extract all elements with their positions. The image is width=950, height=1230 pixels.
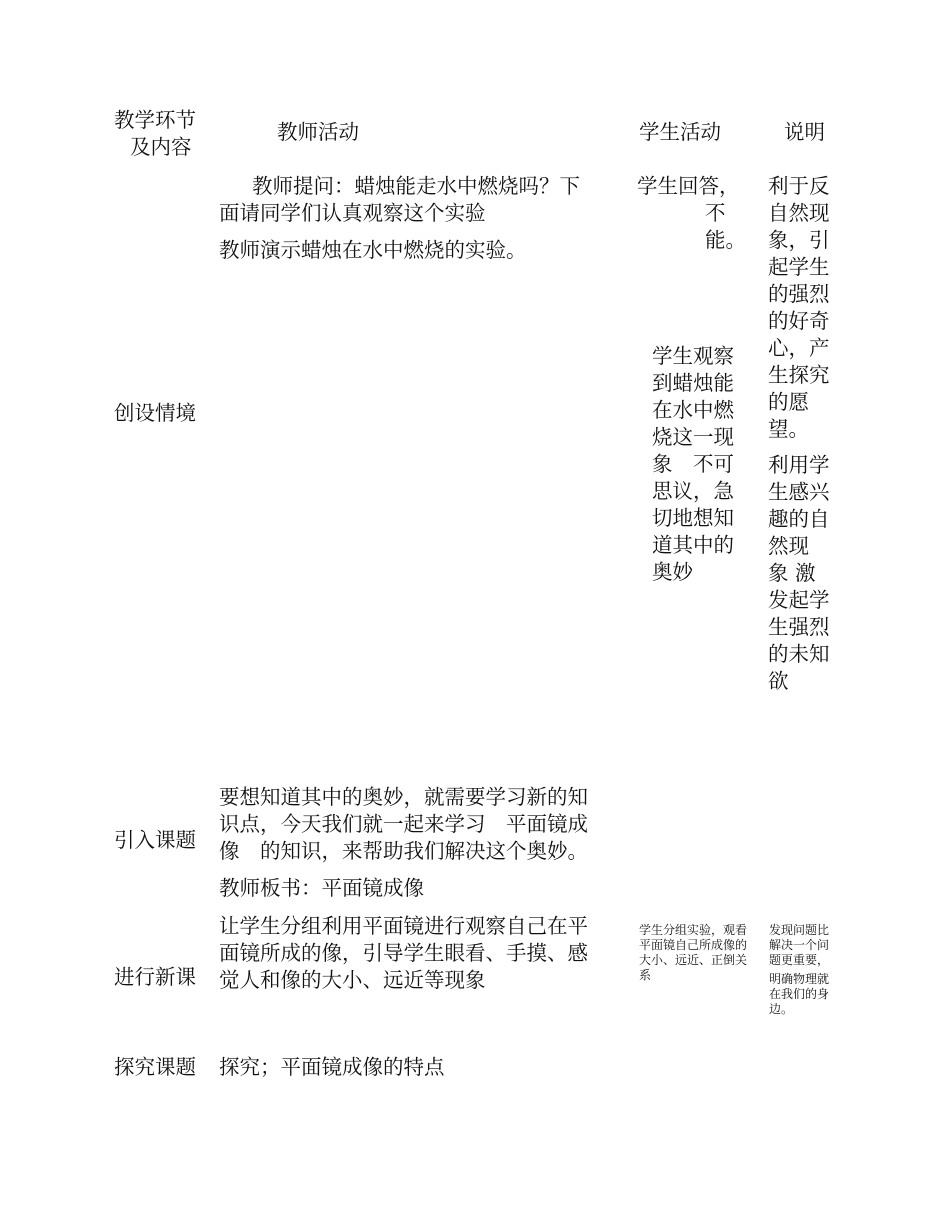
note-line: 利于反	[768, 174, 830, 198]
teacher-line: 像 的知识，来帮助我们解决这个奥妙。	[219, 839, 588, 863]
note-line: 解决一个问	[769, 938, 830, 952]
student-line: 系	[639, 968, 652, 982]
note-line: 明确物理就	[769, 972, 830, 986]
note-line: 象 激	[768, 561, 816, 585]
student-line: 象 不可	[652, 452, 734, 476]
student-line: 能。	[705, 228, 746, 252]
student-line: 在水中燃	[652, 398, 734, 422]
student-line: 奥妙	[652, 560, 693, 584]
stage-label: 引入课题	[114, 828, 196, 852]
note-line: 利用学	[768, 453, 830, 477]
note-line: 心，产	[768, 336, 830, 360]
header-stage-line1: 教学环节	[114, 108, 196, 132]
stage-label: 进行新课	[114, 965, 196, 989]
stage-label: 探究课题	[114, 1055, 196, 1079]
note-line: 生探究	[768, 363, 830, 387]
note-line: 边。	[769, 1002, 794, 1016]
teacher-line: 面请同学们认真观察这个实验	[219, 201, 486, 225]
student-line: 学生分组实验，观看	[639, 923, 748, 937]
note-line: 的愿	[768, 390, 809, 414]
note-line: 的未知	[768, 642, 830, 666]
note-line: 生感兴	[768, 480, 830, 504]
note-line: 在我们的身	[769, 987, 830, 1001]
stage-label: 创设情境	[114, 401, 196, 425]
note-line: 自然现	[768, 201, 830, 225]
teacher-line: 面镜所成的像，引导学生眼看、手摸、感	[219, 941, 588, 965]
student-line: 烧这一现	[652, 425, 734, 449]
teacher-line: 觉人和像的大小、远近等现象	[219, 968, 486, 992]
student-line: 到蜡烛能	[652, 371, 734, 395]
note-line: 题更重要，	[769, 953, 830, 967]
note-line: 望。	[768, 417, 809, 441]
header-stage-line2: 及内容	[130, 135, 192, 159]
teacher-line: 让学生分组利用平面镜进行观察自己在平	[219, 914, 588, 938]
student-line: 不	[705, 201, 726, 225]
student-line: 学生回答，	[637, 174, 740, 198]
note-line: 的好奇	[768, 309, 830, 333]
teacher-line: 教师提问：蜡烛能走水中燃烧吗？下	[252, 174, 580, 198]
note-line: 的强烈	[768, 282, 830, 306]
header-teacher-activity: 教师活动	[277, 120, 359, 144]
teacher-line: 要想知道其中的奥妙，就需要学习新的知	[219, 785, 588, 809]
teacher-line: 教师板书：平面镜成像	[219, 876, 424, 900]
header-notes: 说明	[784, 120, 825, 144]
note-line: 象，引	[768, 228, 830, 252]
note-line: 生强烈	[768, 615, 830, 639]
student-line: 学生观察	[652, 344, 734, 368]
header-student-activity: 学生活动	[639, 120, 721, 144]
student-line: 思议，急	[652, 479, 734, 503]
teacher-line: 识点，今天我们就一起来学习 平面镜成	[219, 812, 588, 836]
note-line: 趣的自	[768, 507, 830, 531]
teacher-line: 探究；平面镜成像的特点	[219, 1055, 445, 1079]
note-line: 然现	[768, 534, 809, 558]
student-line: 道其中的	[652, 533, 734, 557]
note-line: 发起学	[768, 588, 830, 612]
student-line: 大小、远近、正倒关	[639, 953, 748, 967]
student-line: 切地想知	[652, 506, 734, 530]
teacher-line: 教师演示蜡烛在水中燃烧的实验。	[219, 238, 527, 262]
note-line: 起学生	[768, 255, 830, 279]
note-line: 发现问题比	[769, 923, 830, 937]
student-line: 平面镜自己所成像的	[639, 938, 748, 952]
note-line: 欲	[768, 669, 789, 693]
